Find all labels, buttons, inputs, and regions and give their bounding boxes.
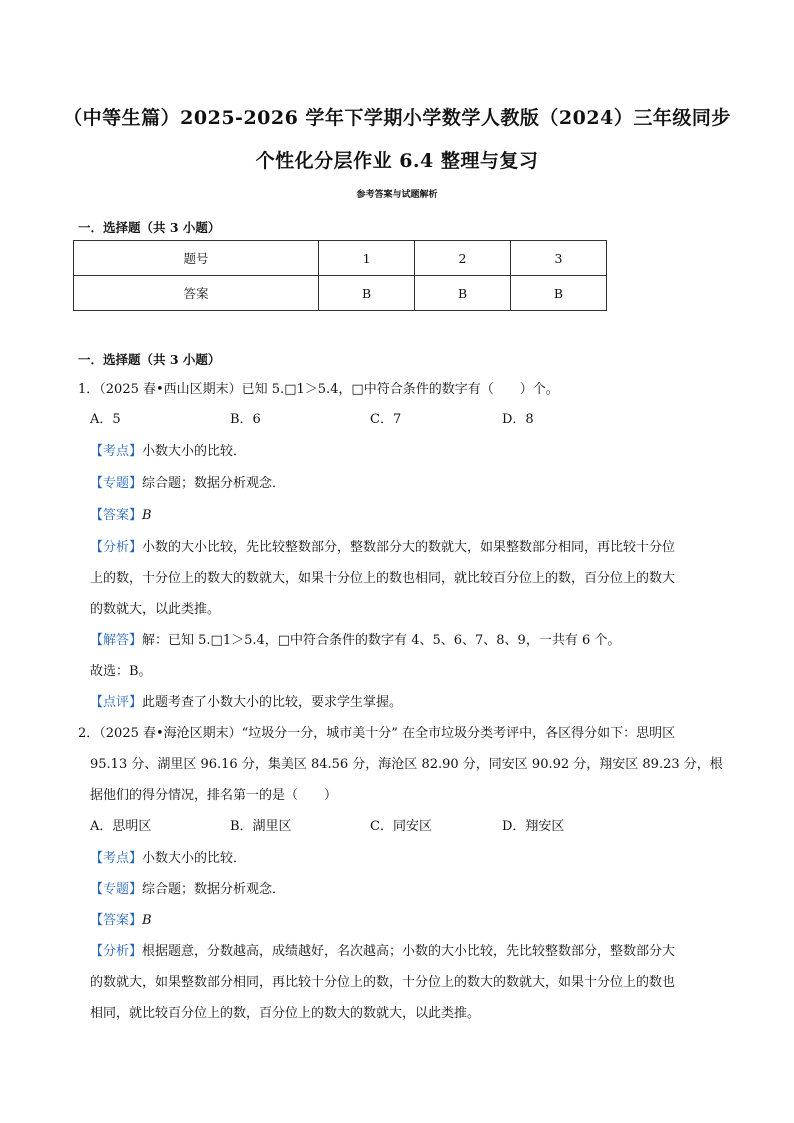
dianping-label: 【点评】 [90,695,143,710]
q1-daan [90,509,152,522]
fenxi-label: 【分析】 [90,944,143,959]
q2-stem-3: 据他们的得分情况，排名第一的是（ ） [90,788,338,803]
q2-option-d: D．翔安区 [502,819,565,834]
q2-stem-2: 95.13 分、湖里区 96.16 分，集美区 84.56 分，海沧区 82.90 分，同安区 90.92 分，翔安区 89.23 分，根 [90,757,723,772]
q1-options [90,413,642,426]
table-row [74,241,607,276]
q1-option-c: C．7 [370,412,402,427]
q2-fenxi-2: 的数就大，如果整数部分相同，再比较十分位上的数，十分位上的数大的数就大，如果十分位上的数也 [90,975,676,990]
kaodian-label: 【考点】 [90,444,143,459]
table-cell: 1 [319,241,415,276]
table-cell: 答案 [74,276,319,311]
q1-option-a: A．5 [90,412,121,427]
q1-dianping-text: 此题考查了小数大小的比较，要求学生掌握。 [142,695,403,710]
zhuanti-label: 【专题】 [90,882,143,897]
q1-option-d: D．8 [502,412,534,427]
section-heading-answers: 一．选择题（共 3 小题） [78,220,221,235]
q2-kaodian [90,852,246,865]
q1-jieda-text: 解：已知 5.□1＞5.4，□中符合条件的数字有 4、5、6、7、8、9，一共有 6 个。 [142,633,621,648]
table-cell: 题号 [74,241,319,276]
zhuanti-label: 【专题】 [90,476,143,491]
table-cell: B [511,276,607,311]
q2-fenxi-3: 相同，就比较百分位上的数，百分位上的数大的数就大，以此类推。 [90,1006,481,1021]
q2-fenxi-1 [90,945,675,958]
q2-fenxi-text-1: 根据题意，分数越高，成绩越好，名次越高；小数的大小比较，先比较整数部分，整数部分大 [142,944,676,959]
subtitle: 参考答案与试题解析 [356,190,438,200]
q2-stem-1: 2．（2025 春•海沧区期末）“垃圾分一分，城市美十分” 在全市垃圾分类考评中，各区得分如下：思明区 [78,726,676,741]
q1-kaodian-text: 小数大小的比较． [142,444,247,459]
q1-fenxi-3: 的数就大，以此类推。 [90,602,221,617]
q1-zhuanti [90,477,285,490]
jieda-label: 【解答】 [90,633,143,648]
title-line-2: 个性化分层作业 6.4 整理与复习 [255,150,539,172]
daan-label: 【答案】 [90,508,143,523]
q2-zhuanti-text: 综合题；数据分析观念． [142,882,286,897]
q1-fenxi-2: 上的数，十分位上的数大的数就大，如果十分位上的数也相同，就比较百分位上的数，百分位上的数大 [90,571,676,586]
fenxi-label: 【分析】 [90,540,143,555]
table-row [74,276,607,311]
table-cell: B [319,276,415,311]
q2-kaodian-text: 小数大小的比较． [142,851,247,866]
q2-daan [90,914,152,927]
q2-option-c: C．同安区 [370,819,432,834]
q1-jieda [90,634,620,647]
answer-table [73,240,607,311]
q1-option-b: B．6 [230,412,261,427]
q2-options [90,820,642,833]
q1-daan-text: B [142,508,152,523]
table-cell: 3 [511,241,607,276]
q2-daan-text: B [142,913,152,928]
q2-zhuanti [90,883,285,896]
q1-zhuanti-text: 综合题；数据分析观念． [142,476,286,491]
q1-guxuan: 故选：B。 [90,664,152,679]
title-line-1: （中等生篇）2025-2026 学年下学期小学数学人教版（2024）三年级同步 [63,107,731,129]
q2-option-a: A．思明区 [90,819,152,834]
q2-option-b: B．湖里区 [230,819,292,834]
q1-stem: 1．（2025 春•西山区期末）已知 5.□1＞5.4，□中符合条件的数字有（ ）个。 [78,382,559,397]
q1-fenxi-text-1: 小数的大小比较，先比较整数部分，整数部分大的数就大，如果整数部分相同，再比较十分位 [142,540,676,555]
table-cell: 2 [415,241,511,276]
kaodian-label: 【考点】 [90,851,143,866]
daan-label: 【答案】 [90,913,143,928]
section-heading-solutions: 一．选择题（共 3 小题） [78,352,221,367]
table-cell: B [415,276,511,311]
q1-dianping [90,696,402,709]
q1-fenxi-1 [90,541,675,554]
q1-kaodian [90,445,246,458]
